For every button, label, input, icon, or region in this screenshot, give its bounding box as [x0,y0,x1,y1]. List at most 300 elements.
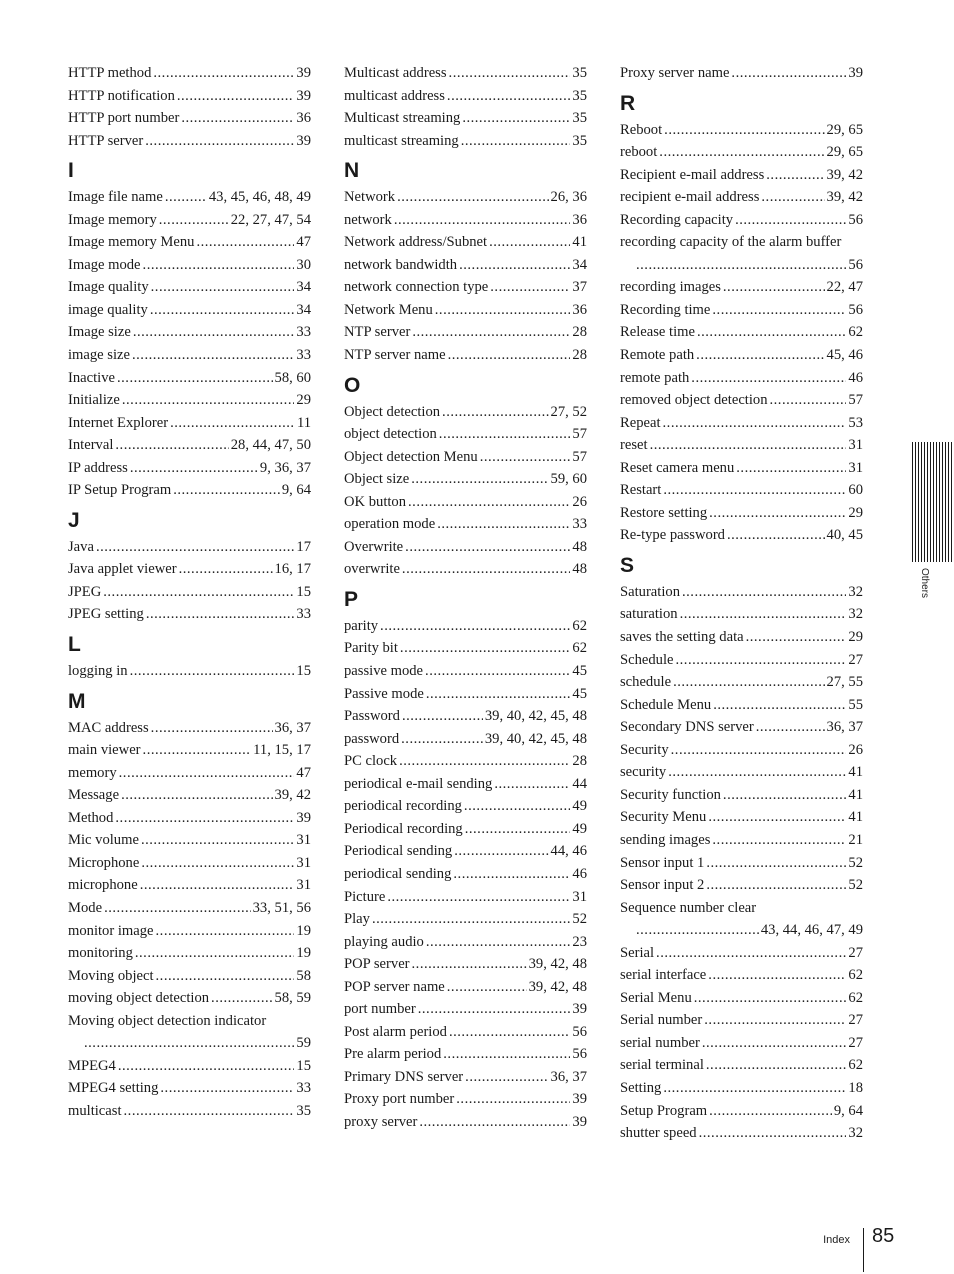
page-refs: 19 [296,945,311,962]
leader-dots [708,964,846,987]
page-number: 85 [872,1225,895,1247]
leader-dots [697,321,846,344]
index-term: Multicast streaming [344,110,461,127]
page-refs: 9, 64 [833,1102,863,1119]
leader-dots [119,762,295,785]
index-term: Recipient e-mail address [620,166,765,183]
leader-dots [141,852,294,875]
index-entry [68,717,311,740]
leader-dots [691,367,846,390]
index-entry [68,412,311,435]
leader-dots [723,784,846,807]
index-entry [344,795,587,818]
index-entry [68,276,311,299]
leader-dots [426,931,571,954]
index-term: Schedule [620,651,674,668]
leader-dots [636,254,846,277]
page-refs: 27, 52 [550,403,587,420]
page-refs: 57 [572,426,587,443]
leader-dots [143,254,295,277]
leader-dots [179,558,273,581]
leader-dots [723,276,825,299]
index-entry [620,1100,863,1123]
index-term: Sequence number clear [620,899,757,916]
page-refs: 58, 59 [274,990,311,1007]
leader-dots [442,401,548,424]
index-entry [620,964,863,987]
index-term: object detection [344,426,437,443]
index-term: saves the setting data [620,629,744,646]
leader-dots [146,603,295,626]
page-refs: 46 [572,865,587,882]
index-term: Repeat [620,414,661,431]
page-refs: 41 [848,764,863,781]
page-refs: 26 [848,741,863,758]
leader-dots [150,299,295,322]
page-refs: 55 [848,696,863,713]
index-entry [620,457,863,480]
index-term: parity [344,617,379,634]
leader-dots [659,141,824,164]
page-refs: 40, 45 [826,527,863,544]
index-term: recording capacity of the alarm buffer [620,234,842,251]
leader-dots [663,1077,846,1100]
leader-dots [663,412,847,435]
index-entry [344,615,587,638]
index-term: monitoring [68,945,133,962]
index-entry [344,750,587,773]
leader-dots [671,739,847,762]
leader-dots [770,389,847,412]
leader-dots [140,874,295,897]
index-entry [344,931,587,954]
index-entry [620,919,863,942]
page-refs: 35 [296,1102,311,1119]
index-term: Multicast address [344,65,447,81]
page-refs: 28, 44, 47, 50 [230,437,311,454]
page-refs: 62 [848,324,863,341]
index-entry [620,412,863,435]
index-term: recipient e-mail address [620,189,760,206]
index-entry [620,874,863,897]
index-entry [620,186,863,209]
page-refs: 39 [848,65,863,81]
footer-divider [863,1228,864,1272]
leader-dots [694,987,847,1010]
leader-dots [115,434,228,457]
page-refs: 33 [296,324,311,341]
index-entry [344,276,587,299]
leader-dots [412,321,570,344]
page-refs: 9, 36, 37 [259,459,311,476]
leader-dots [151,276,295,299]
index-term: Security Menu [620,809,707,826]
page-refs: 49 [572,798,587,815]
page-refs: 9, 64 [281,482,311,499]
leader-dots [173,479,280,502]
index-term: Periodical sending [344,843,453,860]
index-entry [68,603,311,626]
index-entry [344,637,587,660]
page-refs: 39 [572,1091,587,1108]
page-refs: 31 [572,888,587,905]
index-term: Object size [344,471,410,488]
leader-dots [160,1077,294,1100]
index-entry [68,874,311,897]
leader-dots [196,231,294,254]
index-term: image size [68,347,130,364]
page-refs: 33, 51, 56 [252,899,311,916]
index-entry [620,344,863,367]
leader-dots [437,513,570,536]
leader-dots [727,524,825,547]
index-entry [68,660,311,683]
index-entry [620,1054,863,1077]
index-term: Image size [68,324,131,341]
leader-dots [405,536,570,559]
index-entry [68,434,311,457]
page-refs: 30 [296,256,311,273]
index-entry [68,321,311,344]
page-refs: 28 [572,347,587,364]
page-refs: 52 [572,911,587,928]
index-term: Setting [620,1079,662,1096]
index-term: Network address/Subnet [344,234,488,251]
index-entry [344,558,587,581]
leader-dots [145,130,294,153]
leader-dots [735,209,846,232]
page-refs: 45 [572,663,587,680]
leader-dots [706,852,846,875]
index-entry [68,299,311,322]
leader-dots [170,412,295,435]
page-refs: 36, 37 [274,719,311,736]
page-refs: 41 [848,809,863,826]
index-term: operation mode [344,516,436,533]
page-refs: 29, 65 [826,144,863,161]
page-refs: 21 [848,831,863,848]
index-entry [620,671,863,694]
leader-dots [709,502,846,525]
index-term: Mode [68,899,103,916]
index-term: Internet Explorer [68,414,169,431]
letter-heading: R [620,91,636,115]
index-term: HTTP server [68,132,144,149]
index-term: reboot [620,144,658,161]
index-entry [68,829,311,852]
page-refs: 56 [572,1046,587,1063]
index-term: Proxy server name [620,65,730,81]
index-term: recording images [620,279,721,296]
index-entry [620,1032,863,1055]
index-term: PC clock [344,753,398,770]
leader-dots [397,186,548,209]
index-term: microphone [68,877,138,894]
index-entry [620,694,863,717]
leader-dots [419,1111,570,1134]
index-term: memory [68,764,117,781]
index-entry [68,987,311,1010]
page-refs: 17 [296,538,311,555]
page-refs: 48 [572,538,587,555]
index-entry [68,897,311,920]
page-refs: 41 [848,786,863,803]
leader-dots [156,920,295,943]
index-term: schedule [620,674,672,691]
page-refs: 27 [848,1034,863,1051]
index-entry [68,558,311,581]
leader-dots [702,1032,847,1055]
index-term: Schedule Menu [620,696,712,713]
index-entry [68,739,311,762]
page-refs: 39 [572,1001,587,1018]
page-refs: 18 [848,1079,863,1096]
leader-dots [151,717,273,740]
index-term: main viewer [68,742,141,759]
leader-dots [712,299,846,322]
letter-heading: P [344,587,359,611]
index-entry [344,209,587,232]
index-entry [344,683,587,706]
letter-heading: O [344,373,361,397]
page-refs: 29 [848,629,863,646]
index-entry [620,626,863,649]
index-term: removed object detection [620,392,768,409]
leader-dots [650,434,847,457]
leader-dots [461,130,571,153]
leader-dots [394,209,571,232]
leader-dots [447,976,527,999]
page-refs: 26 [572,493,587,510]
index-entry [68,254,311,277]
page-refs: 32 [848,583,863,600]
index-term: serial number [620,1034,700,1051]
page-refs: 19 [296,922,311,939]
index-entry [344,1043,587,1066]
index-term: Microphone [68,854,140,871]
index-term: multicast streaming [344,132,459,149]
index-entry [68,1100,311,1123]
leader-dots [130,660,295,683]
page-refs: 62 [848,967,863,984]
index-term: Recording capacity [620,211,734,228]
index-term: IP address [68,459,128,476]
index-term: Object detection Menu [344,448,478,465]
leader-dots [380,615,570,638]
index-entry [68,784,311,807]
page-refs: 58, 60 [274,369,311,386]
index-entry [344,423,587,446]
leader-dots [211,987,272,1010]
index-entry [620,254,863,277]
page-refs: 35 [572,87,587,104]
page-refs: 62 [848,1057,863,1074]
index-entry [620,761,863,784]
leader-dots [418,998,571,1021]
page-refs: 31 [296,854,311,871]
index-entry [68,130,311,153]
index-entry [344,998,587,1021]
letter-heading: N [344,159,360,183]
index-term: Reset camera menu [620,459,735,476]
page-refs: 39 [296,809,311,826]
page-refs: 60 [848,482,863,499]
index-entry [344,321,587,344]
leader-dots [494,773,570,796]
index-term: Picture [344,888,386,905]
leader-dots [412,953,527,976]
letter-heading: L [68,633,81,657]
index-entry [344,344,587,367]
index-entry [620,276,863,299]
index-term: Message [68,787,120,804]
leader-dots [181,107,294,130]
index-term: Interval [68,437,114,454]
page-refs: 41 [572,234,587,251]
index-entry [620,524,863,547]
leader-dots [96,536,294,559]
page-refs: 53 [848,414,863,431]
index-term: network connection type [344,279,489,296]
leader-dots [118,1055,295,1078]
page-refs: 29 [848,504,863,521]
index-entry [620,209,863,232]
letter-heading: M [68,689,86,713]
page-refs: 44, 46 [550,843,587,860]
index-term: Parity bit [344,640,398,657]
page-refs: 57 [572,448,587,465]
page-refs: 39, 40, 42, 45, 48 [484,730,587,747]
index-term: Security [620,741,669,758]
index-term: Periodical recording [344,820,463,837]
page-refs: 39, 40, 42, 45, 48 [484,708,587,725]
leader-dots [636,919,759,942]
page-refs: 11, 15, 17 [253,742,311,759]
page-refs: 29 [296,392,311,409]
index-column-2 [344,62,587,1134]
leader-dots [731,62,846,85]
index-entry [68,852,311,875]
index-term: logging in [68,663,128,680]
index-entry [344,468,587,491]
index-entry [68,107,311,130]
letter-heading: I [68,159,74,183]
index-term: Play [344,911,370,928]
index-term: periodical e-mail sending [344,775,493,792]
index-entry [344,513,587,536]
leader-dots [696,344,824,367]
leader-dots [462,107,570,130]
index-entry [68,389,311,412]
index-term: Java applet viewer [68,561,177,578]
index-term: passive mode [344,663,424,680]
index-entry [344,728,587,751]
index-entry [68,231,311,254]
page-refs: 34 [296,279,311,296]
page-refs: 39, 42, 48 [528,978,587,995]
index-column-1 [68,62,311,1122]
leader-dots [402,558,570,581]
index-entry [68,209,311,232]
index-entry [344,85,587,108]
index-term: sending images [620,831,711,848]
page-refs: 35 [572,65,587,81]
index-term: Image memory [68,211,157,228]
index-entry [620,141,863,164]
page-refs: 62 [572,617,587,634]
index-term: Remote path [620,347,695,364]
index-entry [620,829,863,852]
index-entry [68,762,311,785]
index-column-3 [620,62,863,1145]
index-entry [68,965,311,988]
index-term: Recording time [620,301,711,318]
leader-dots [454,840,548,863]
index-term: playing audio [344,933,424,950]
index-term: Sensor input 1 [620,854,705,871]
page-refs: 39 [296,65,311,81]
index-term: Serial [620,944,655,961]
leader-dots [668,761,846,784]
index-entry [620,299,863,322]
index-entry [68,807,311,830]
letter-heading: J [68,508,80,532]
index-entry [68,457,311,480]
leader-dots [465,1066,548,1089]
index-term: Mic volume [68,832,139,849]
index-term: Proxy port number [344,1091,455,1108]
leader-dots [456,1088,570,1111]
index-entry [344,1021,587,1044]
page-refs: 45 [572,685,587,702]
index-term: Restart [620,482,662,499]
page-refs: 39, 42 [826,166,863,183]
index-term: port number [344,1001,416,1018]
index-entry [620,1009,863,1032]
leader-dots [177,85,295,108]
page-refs: 37 [572,279,587,296]
index-entry [620,1122,863,1145]
page-refs: 16, 17 [274,561,311,578]
leader-dots [459,254,570,277]
leader-dots [656,942,846,965]
page-refs: 57 [848,392,863,409]
page-refs: 48 [572,561,587,578]
page-refs: 62 [848,989,863,1006]
page-refs: 22, 47 [826,279,863,296]
leader-dots [766,164,824,187]
index-entry [620,389,863,412]
index-term: POP server [344,956,410,973]
index-entry [344,107,587,130]
page-refs: 56 [848,256,863,273]
index-term: Re-type password [620,527,725,544]
page-refs: 59 [296,1035,311,1052]
page-refs: 56 [572,1023,587,1040]
page-refs: 39, 42 [826,189,863,206]
index-entry [620,321,863,344]
leader-dots [165,186,207,209]
index-entry [344,773,587,796]
leader-dots [464,795,570,818]
leader-dots [130,457,258,480]
index-term: JPEG setting [68,606,144,623]
index-entry [68,1055,311,1078]
index-term: Release time [620,324,695,341]
leader-dots [426,683,571,706]
leader-dots [156,965,295,988]
index-entry [620,367,863,390]
